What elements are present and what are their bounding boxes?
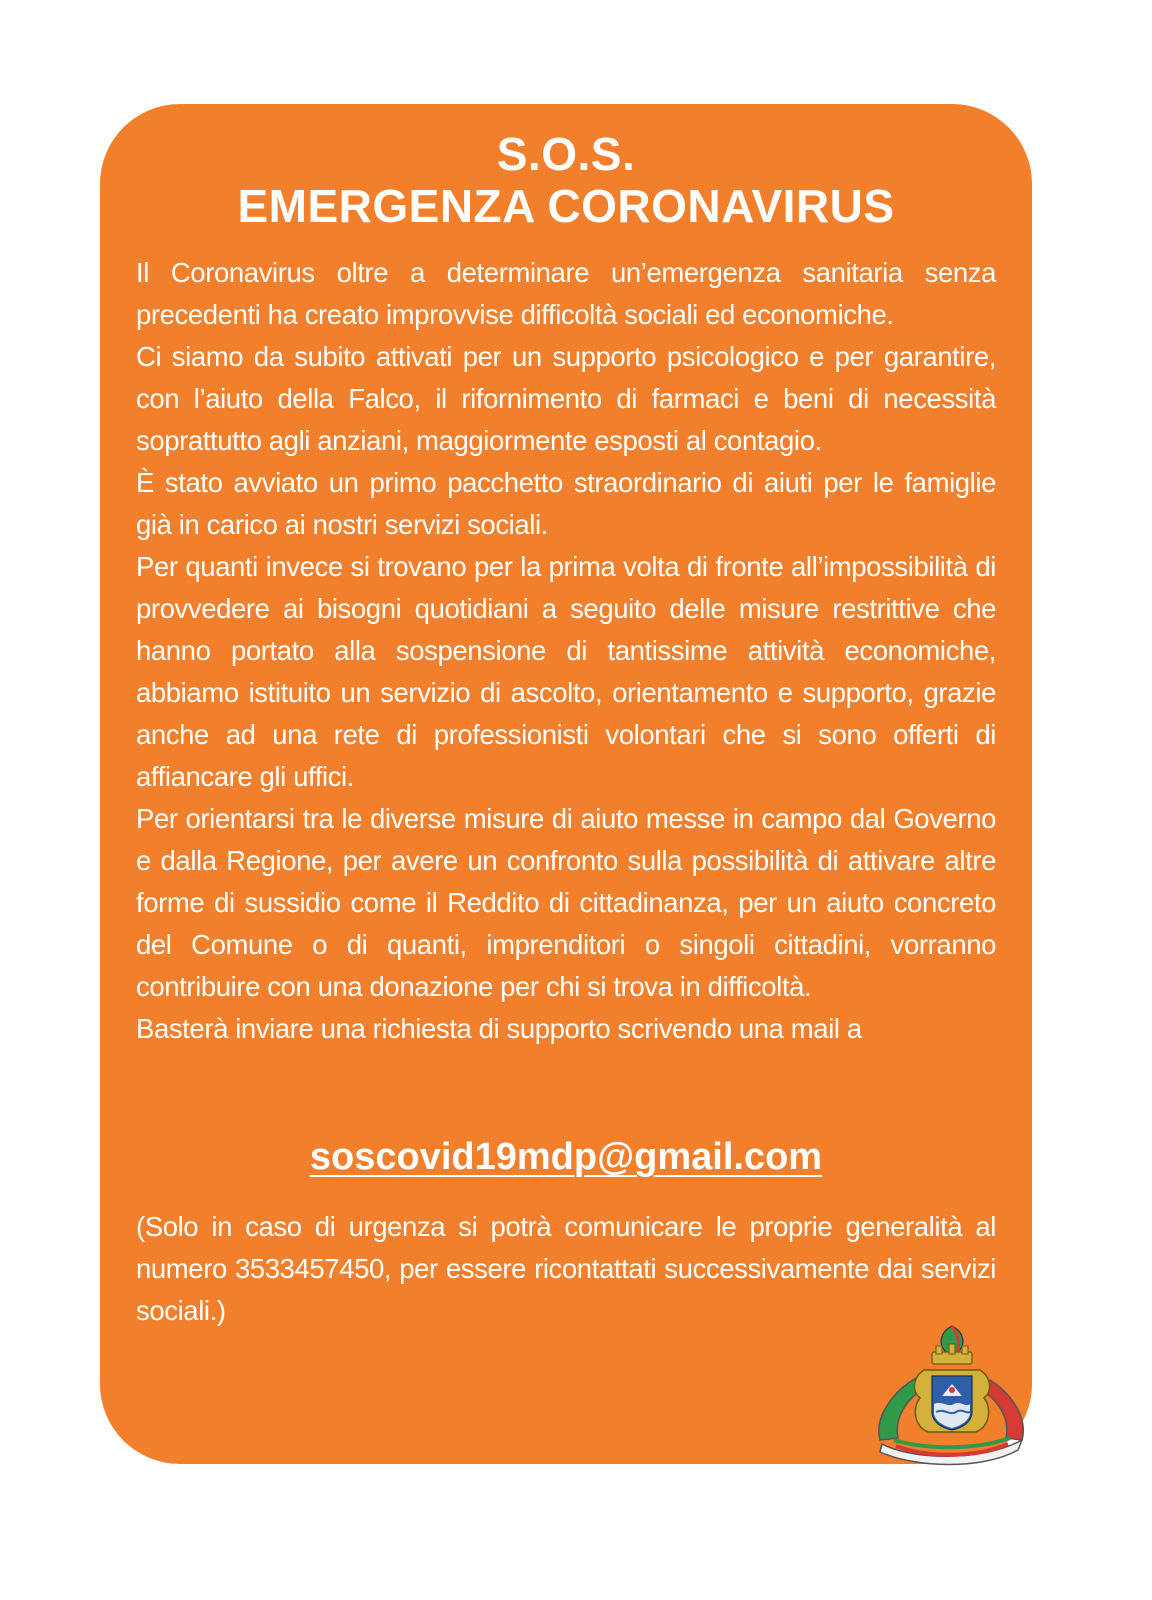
title-line-sos: S.O.S. — [496, 128, 636, 180]
paragraph-orientation: Per orientarsi tra le diverse misure di aiuto messe in campo dal Governo e dalla Regione, per avere un confronto sulla possibilità di attivare altre forme di sussidio come il Reddito di cittadinanza, per un aiuto concreto del Comune o di quanti, imprenditori o singoli cittadini, vorranno contribuire con una donazione per chi si trova in difficoltà. — [136, 803, 996, 1002]
paragraph-request: Basterà inviare una richiesta di supporto scrivendo una mail a — [136, 1013, 862, 1044]
body-text — [136, 252, 996, 1050]
paragraph-listening-service: Per quanti invece si trovano per la prima volta di fronte all’impossibilità di provvedere ai bisogni quotidiani a seguito delle misure restrittive che hanno portato alla sospensione di tantissime attività economiche, abbiamo istituito un servizio di ascolto, orientamento e supporto, grazie anche ad una rete di professionisti volontari che si sono offerti di affiancare gli uffici. — [136, 551, 996, 792]
email-container — [100, 1136, 1032, 1179]
paragraph-aid-package: È stato avviato un primo pacchetto straordinario di aiuti per le famiglie già in carico ai nostri servizi sociali. — [136, 467, 996, 540]
paragraph-intro: Il Coronavirus oltre a determinare un’emergenza sanitaria senza precedenti ha creato improvvise difficoltà sociali ed economiche. — [136, 257, 996, 330]
page-title — [100, 128, 1032, 232]
paragraph-support: Ci siamo da subito attivati per un supporto psicologico e per garantire, con l’aiuto della Falco, il rifornimento di farmaci e beni di necessità soprattutto agli anziani, maggiormente esposti al contagio. — [136, 341, 996, 456]
urgency-note: (Solo in caso di urgenza si potrà comunicare le proprie generalità al numero 3533457450, per essere ricontattati successivamente dai servizi sociali.) — [136, 1211, 996, 1326]
email-link[interactable]: soscovid19mdp@gmail.com — [309, 1136, 823, 1178]
title-line-emergency: EMERGENZA CORONAVIRUS — [237, 180, 895, 232]
municipal-coat-of-arms-icon — [872, 1322, 1032, 1472]
